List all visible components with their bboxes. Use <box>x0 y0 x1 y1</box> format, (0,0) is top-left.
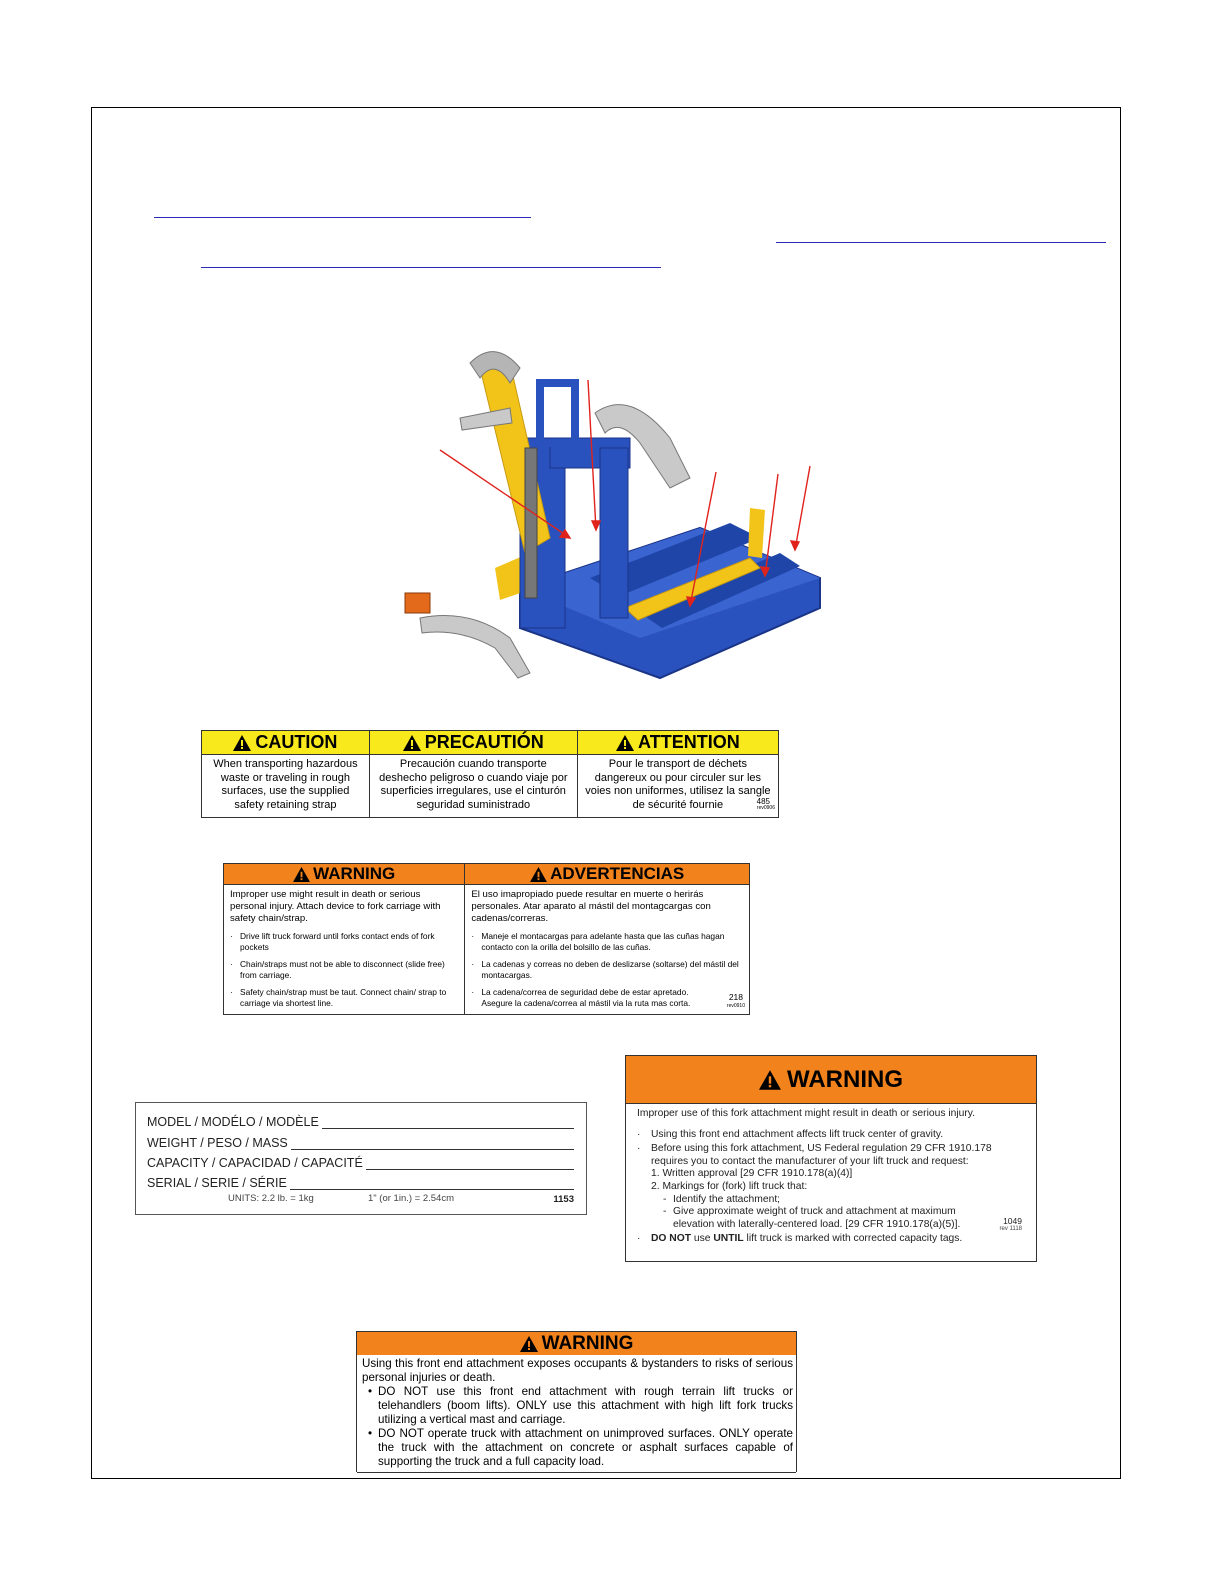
bullet-text: La cadenas y correas no deben de deslizarse (soltarse) del mástil del montacargas. <box>481 959 739 980</box>
divider <box>357 1472 796 1473</box>
warning-triangle-icon <box>520 1336 538 1352</box>
warning-header <box>357 1332 796 1355</box>
warning-col-en <box>224 864 465 1014</box>
list-item: · DO NOT use UNTIL lift truck is marked with corrected capacity tags. <box>637 1233 963 1245</box>
warning-intro: El uso imapropiado puede resultar en muerte o herirás personales. Atar aparato al mástil del montagcargas con cadenas/correras. <box>471 889 711 924</box>
caution-text: Precaución cuando transporte deshecho peligroso o cuando viaje por superficies irregulares, use el cinturón seguridad suministrado <box>379 758 568 811</box>
decal-code: 218 <box>728 992 743 1002</box>
list-item: · Maneje el montacargas para adelante hasta que las cuñas hagan contacto con la orilla del bolsillo de las cuñas. <box>471 931 743 953</box>
warning-body-en <box>224 885 464 1015</box>
plate-label: CAPACITY / CAPACIDAD / CAPACITÉ <box>147 1156 363 1170</box>
yellow-tab <box>748 508 765 558</box>
plate-row <box>147 1111 574 1129</box>
chain <box>525 448 537 598</box>
caution-text: Pour le transport de déchets dangereux ou pour circuler sur les voies non uniformes, utilisez la sangle de sécurité fournie <box>585 758 771 811</box>
list-item: · Safety chain/strap must be taut. Connect chain/ strap to carriage via shortest line. <box>230 987 458 1009</box>
sub-sub-item: - Give approximate weight of truck and attachment at maximum elevation with laterally-centered load. [29 CFR 1910.178(a)(5)]. <box>637 1206 1026 1231</box>
warning-intro: Improper use might result in death or serious personal injury. Attach device to fork carriage with safety chain/strap. <box>230 889 441 924</box>
plate-label: WEIGHT / PESO / MASS <box>147 1136 288 1150</box>
safety-strap <box>405 593 430 613</box>
list-item: • DO NOT use this front end attachment with rough terrain lift trucks or telehandlers (boom lifts). ONLY use this attachment with high lift fork trucks utilizing a vertical mast and carriage. <box>367 1385 793 1426</box>
model-plate <box>135 1102 587 1215</box>
decal-code: 1049 <box>1003 1216 1022 1227</box>
caution-header <box>202 731 369 755</box>
warning-title: ADVERTENCIAS <box>550 864 685 883</box>
lower-clamp <box>420 616 530 679</box>
bullet-text: Drive lift truck forward until forks contact ends of fork pockets <box>240 931 435 952</box>
plate-row <box>147 1152 574 1170</box>
caution-text-fr <box>578 755 778 817</box>
bullet-fragment: lift truck is marked with corrected capacity tags. <box>743 1233 963 1245</box>
handle <box>540 383 575 443</box>
caution-title: PRECAUTIÓN <box>424 732 544 752</box>
warning-chain-decal <box>223 863 750 1015</box>
blank-link-line[interactable] <box>776 242 1106 243</box>
caution-title: CAUTION <box>255 732 338 752</box>
warning-body <box>357 1355 796 1469</box>
emphasis: DO NOT <box>651 1233 692 1245</box>
list-item: • DO NOT operate truck with attachment on unimproved surfaces. ONLY operate the truck with the attachment on concrete or asphalt surfaces capable of supporting the truck and a full capacity load. <box>367 1427 793 1468</box>
bullet-text: Before using this fork attachment, US Federal regulation 29 CFR 1910.178 requires you to contact the manufacturer of your lift truck and request: <box>651 1143 992 1167</box>
warning-title: WARNING <box>313 864 396 883</box>
plate-row <box>147 1172 574 1190</box>
plate-blank[interactable] <box>290 1178 574 1190</box>
warning-body <box>626 1104 1036 1246</box>
bullet-text: Safety chain/strap must be taut. Connect chain/ strap to carriage via shortest line. <box>240 987 447 1008</box>
warning-terrain-decal <box>356 1331 797 1472</box>
drum-handler-illustration <box>400 338 830 688</box>
bullet-text: Chain/straps must not be able to disconnect (slide free) from carriage. <box>240 959 445 980</box>
plate-label: MODEL / MODÉLO / MODÈLE <box>147 1115 319 1129</box>
list-item: · Before using this fork attachment, US Federal regulation 29 CFR 1910.178 requires you to contact the manufacturer of your lift truck and request: <box>637 1143 1026 1168</box>
list-item: · Chain/straps must not be able to disconnect (slide free) from carriage. <box>230 959 458 981</box>
warning-header <box>626 1056 1036 1104</box>
sub-sub-item: - Identify the attachment; <box>663 1193 781 1205</box>
bullet-text: DO NOT operate truck with attachment on unimproved surfaces. ONLY operate the truck with the attachment on concrete or asphalt surfaces capable of supporting the truck and a full capacity load. <box>378 1427 793 1468</box>
warning-header <box>224 864 464 885</box>
warning-triangle-icon <box>616 735 634 751</box>
warning-intro: Improper use of this fork attachment might result in death or serious injury. <box>637 1108 976 1119</box>
sub-item: 1. Written approval [29 CFR 1910.178(a)(4)] <box>651 1168 853 1180</box>
plate-row <box>147 1132 574 1150</box>
plate-inch: 1" (or 1in.) = 2.54cm <box>368 1193 455 1204</box>
decal-rev: rev0910 <box>726 1003 745 1009</box>
sub-sub-text: Identify the attachment; <box>673 1193 781 1205</box>
bullet-fragment: use <box>691 1233 714 1245</box>
plate-units: UNITS: 2.2 lb. = 1kg <box>228 1193 314 1204</box>
decal-code: 1153 <box>553 1194 574 1205</box>
list-item: · La cadena/correa de seguridad debe de estar apretado. Asegure la cadena/correa al mástil via la ruta mas corta. <box>471 987 743 1009</box>
warning-triangle-icon <box>403 735 421 751</box>
decal-rev: rev0906 <box>756 805 775 812</box>
warning-triangle-icon <box>759 1070 781 1090</box>
warning-intro: Using this front end attachment exposes occupants & bystanders to risks of serious personal injuries or death. <box>362 1357 793 1384</box>
decal-code: 485 <box>756 797 770 807</box>
bullet-text: DO NOT use this front end attachment with rough terrain lift trucks or telehandlers (boom lifts). ONLY use this attachment with high lift fork trucks utilizing a vertical mast and carriage. <box>378 1385 793 1426</box>
bullet-text: Maneje el montacargas para adelante hasta que las cuñas hagan contacto con la orilla del bolsillo de las cuñas. <box>481 931 725 952</box>
bullet-text: Using this front end attachment affects lift truck center of gravity. <box>651 1128 944 1140</box>
list-item: · Using this front end attachment affects lift truck center of gravity. <box>637 1128 944 1140</box>
warning-triangle-icon <box>530 867 547 882</box>
caution-col-fr <box>578 731 778 817</box>
sub-item: 2. Markings for (fork) lift truck that: <box>651 1180 808 1192</box>
warning-gravity-decal <box>625 1055 1037 1262</box>
warning-col-es <box>465 864 749 1014</box>
warning-body-es <box>465 885 749 1015</box>
emphasis: UNTIL <box>713 1233 744 1245</box>
bullet-text: La cadena/correa de seguridad debe de estar apretado. Asegure la cadena/correa al mástil via la ruta mas corta. <box>481 987 691 1008</box>
warning-triangle-icon <box>233 735 251 751</box>
warning-title: WARNING <box>541 1332 634 1354</box>
caution-text: When transporting hazardous waste or traveling in rough surfaces, use the supplied safety retaining strap <box>213 758 358 811</box>
sub-sub-text: Give approximate weight of truck and attachment at maximum elevation with laterally-centered load. [29 CFR 1910.178(a)(5)]. <box>673 1206 961 1230</box>
caution-decal <box>201 730 779 818</box>
warning-header <box>465 864 749 885</box>
mast-upright <box>600 448 628 618</box>
decal-rev: rev 1118 <box>999 1226 1022 1233</box>
blank-link-line[interactable] <box>154 217 531 218</box>
plate-blank[interactable] <box>366 1158 574 1170</box>
plate-label: SERIAL / SERIE / SÉRIE <box>147 1176 287 1190</box>
warning-triangle-icon <box>293 867 310 882</box>
caution-title: ATTENTION <box>638 732 740 752</box>
bullet-text <box>651 1233 962 1246</box>
plate-blank[interactable] <box>322 1117 574 1129</box>
warning-title: WARNING <box>787 1065 903 1093</box>
list-item: · Drive lift truck forward until forks contact ends of fork pockets <box>230 931 458 953</box>
list-item: · La cadenas y correas no deben de deslizarse (soltarse) del mástil del montacargas. <box>471 959 743 981</box>
caution-col-es <box>370 731 578 817</box>
caution-header <box>370 731 577 755</box>
caution-col-en <box>202 731 370 817</box>
plate-blank[interactable] <box>291 1138 574 1150</box>
caution-header <box>578 731 778 755</box>
blank-link-line[interactable] <box>201 267 661 268</box>
